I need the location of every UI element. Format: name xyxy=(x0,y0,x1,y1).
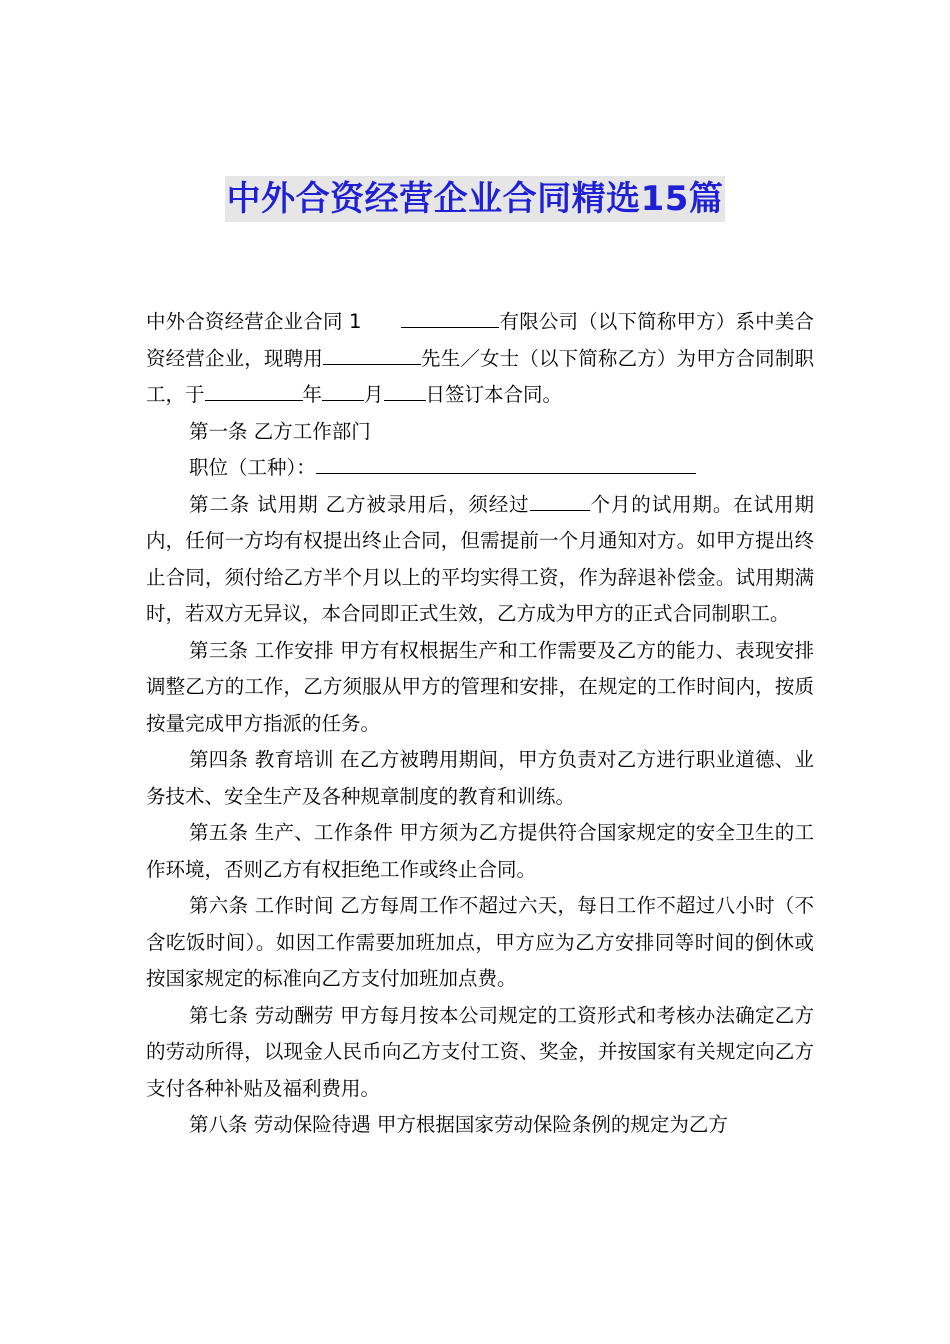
intro-text-2: 先生／女士（以下简称乙方）为甲方合同制职工，于 xyxy=(146,346,814,406)
position-blank xyxy=(316,451,696,474)
article-7: 第七条 劳动酬劳 甲方每月按本公司规定的工资形式和考核办法确定乙方的劳动所得，以现金人民币向乙方支付工资、奖金，并按国家有关规定向乙方支付各种补贴及福利费用。 xyxy=(146,1003,814,1100)
document-title: 中外合资经营企业合同精选15篇 xyxy=(225,176,726,222)
article-1: 第一条 乙方工作部门 xyxy=(189,419,371,443)
month-label: 月 xyxy=(364,383,384,406)
position-line xyxy=(146,450,814,487)
article-2-text-1: 第二条 试用期 乙方被录用后，须经过 xyxy=(189,492,530,516)
position-label: 职位（工种）： xyxy=(189,456,316,479)
year-label: 年 xyxy=(302,383,323,406)
intro-text-1: 有限公司（以下简称甲方）系中美合资经营企业，现聘用 xyxy=(146,310,814,370)
article-5: 第五条 生产、工作条件 甲方须为乙方提供符合国家规定的安全卫生的工作环境，否则乙方有权拒绝工作或终止合同。 xyxy=(146,821,814,881)
month-blank xyxy=(322,378,364,401)
article-2-text-2: 个月的试用期。在试用期内，任何一方均有权提出终止合同，但需提前一个月通知对方。如甲方提出终止合同，须付给乙方半个月以上的平均实得工资，作为辞退补偿金。试用期满时，若双方无异议，本合同即正式生效，乙方成为甲方的正式合同制职工。 xyxy=(146,492,814,625)
contract-number-label: 中外合资经营企业合同 1 xyxy=(146,310,362,333)
employee-name-blank xyxy=(323,342,421,365)
article-2 xyxy=(146,487,814,633)
year-blank xyxy=(205,378,303,401)
intro-text-3: 日签订本合同。 xyxy=(425,383,563,406)
probation-months-blank xyxy=(530,488,590,511)
company-name-blank xyxy=(401,305,499,328)
article-3: 第三条 工作安排 甲方有权根据生产和工作需要及乙方的能力、表现安排调整乙方的工作，乙方须服从甲方的管理和安排，在规定的工作时间内，按质按量完成甲方指派的任务。 xyxy=(146,638,814,735)
article-6: 第六条 工作时间 乙方每周工作不超过六天，每日工作不超过八小时（不含吃饭时间）。如因工作需要加班加点，甲方应为乙方安排同等时间的倒休或按国家规定的标准向乙方支付加班加点费。 xyxy=(146,894,814,990)
document-body xyxy=(146,304,814,1144)
title-block xyxy=(0,176,950,222)
article-4: 第四条 教育培训 在乙方被聘用期间，甲方负责对乙方进行职业道德、业务技术、安全生产及各种规章制度的教育和训练。 xyxy=(146,748,814,808)
day-blank xyxy=(384,378,426,401)
intro-paragraph xyxy=(146,304,814,414)
article-8: 第八条 劳动保险待遇 甲方根据国家劳动保险条例的规定为乙方 xyxy=(189,1113,728,1136)
